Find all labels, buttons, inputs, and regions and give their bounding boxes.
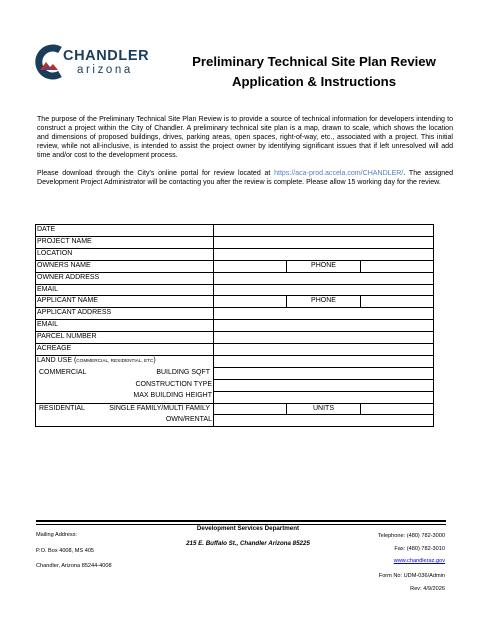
- owner-email-label: EMAIL: [36, 284, 214, 296]
- po-box: P.O. Box 4008, MS 405: [36, 547, 95, 554]
- single-multi-family-label: SINGLE FAMILY/MULTI FAMILY: [109, 404, 210, 412]
- form-row-land-use: [36, 355, 434, 367]
- parcel-number-field[interactable]: [214, 332, 434, 344]
- contact-block: [360, 532, 445, 570]
- street-address: 215 E. Buffalo St., Chandler Arizona 85225: [186, 540, 310, 547]
- building-sqft-label: BUILDING SQFT: [156, 368, 210, 376]
- form-row-applicant-name: [36, 296, 434, 308]
- form-row-commercial-sqft: [36, 367, 434, 379]
- fax: Fax: (480) 782-3010: [394, 545, 445, 552]
- form-row-own-rental: [36, 415, 434, 427]
- owner-address-field[interactable]: [214, 272, 434, 284]
- residential-label-cell: [36, 403, 214, 415]
- commercial-sqft-label-cell: [36, 367, 214, 379]
- applicant-name-label: APPLICANT NAME: [36, 296, 214, 308]
- application-form-table: [35, 224, 434, 427]
- owners-name-label: OWNERS NAME: [36, 260, 214, 272]
- form-row-parcel-number: [36, 332, 434, 344]
- owners-name-field[interactable]: [214, 260, 287, 272]
- title-line-1: Preliminary Technical Site Plan Review: [192, 54, 436, 69]
- acreage-field[interactable]: [214, 344, 434, 356]
- chandler-c-logo-icon: [34, 42, 64, 82]
- form-row-construction-type: [36, 379, 434, 391]
- applicant-email-label: EMAIL: [36, 320, 214, 332]
- land-use-label: [36, 355, 214, 367]
- download-paragraph: [37, 170, 453, 188]
- chandler-logo: [34, 42, 158, 82]
- max-building-height-label: MAX BUILDING HEIGHT: [36, 391, 214, 403]
- form-row-location: [36, 248, 434, 260]
- form-row-owners-name: [36, 260, 434, 272]
- location-label: LOCATION: [36, 248, 214, 260]
- residential-label: RESIDENTIAL: [39, 404, 85, 412]
- units-label: UNITS: [287, 403, 360, 415]
- acreage-label: ACREAGE: [36, 344, 214, 356]
- applicant-phone-label: PHONE: [287, 296, 360, 308]
- parcel-number-label: PARCEL NUMBER: [36, 332, 214, 344]
- form-info-block: [360, 572, 445, 597]
- date-label: DATE: [36, 225, 214, 237]
- land-use-hint: COMMERCIAL, RESIDENTIAL, ETC: [76, 358, 154, 364]
- footer-rule-thick: [36, 520, 446, 522]
- form-row-owner-email: [36, 284, 434, 296]
- form-row-date: [36, 225, 434, 237]
- location-field[interactable]: [214, 248, 434, 260]
- intro-paragraph: The purpose of the Preliminary Technical Site Plan Review is to provide a source of technical information for developers intending to construct a project within the City of Chandler. A preliminary technical site plan is a map, drawn to scale, which shows the location and dimensions of proposed buildings, drives, parking areas, open spaces, right-of-way, etc., associated with a project. This initial review, while not all-inclusive, is intended to assist the project owner by identifying significant issues that if left unresolved will add time and/or cost to the development process.: [37, 116, 453, 159]
- form-row-acreage: [36, 344, 434, 356]
- logo-name: CHANDLER: [63, 48, 150, 64]
- mailing-city: Chandler, Arizona 85244-4008: [36, 563, 112, 569]
- mailing-label: Mailing Address:: [36, 532, 78, 538]
- owner-phone-field[interactable]: [360, 260, 433, 272]
- commercial-label: COMMERCIAL: [39, 368, 87, 376]
- logo-subtitle: arizona: [77, 64, 133, 76]
- department-block: [162, 525, 334, 548]
- download-text-before: Please download through the City's online portal for review located at: [37, 170, 275, 177]
- website-link[interactable]: www.chandleraz.gov: [393, 558, 445, 564]
- land-use-label-text: LAND USE (: [37, 357, 77, 365]
- owner-email-field[interactable]: [214, 284, 434, 296]
- form-row-applicant-address: [36, 308, 434, 320]
- owner-address-label: OWNER ADDRESS: [36, 272, 214, 284]
- page-title: [162, 52, 466, 92]
- land-use-field[interactable]: [214, 355, 434, 367]
- project-name-label: PROJECT NAME: [36, 236, 214, 248]
- revision-date: Rev: 4/9/2026: [410, 585, 445, 592]
- title-line-2: Application & Instructions: [231, 74, 397, 89]
- units-field[interactable]: [360, 403, 433, 415]
- applicant-address-field[interactable]: [214, 308, 434, 320]
- form-number: Form No: UDM-036/Admin: [378, 573, 445, 579]
- form-row-project-name: [36, 236, 434, 248]
- building-sqft-field[interactable]: [214, 367, 434, 379]
- form-row-residential: [36, 403, 434, 415]
- department-name: Development Services Department: [196, 525, 300, 532]
- applicant-email-field[interactable]: [214, 320, 434, 332]
- applicant-phone-field[interactable]: [360, 296, 433, 308]
- single-multi-family-field[interactable]: [214, 403, 287, 415]
- date-field[interactable]: [214, 225, 434, 237]
- download-text-after: . The assigned Development Project Administrator will be contacting you after the review is complete. Please allow 15 working day for the review.: [37, 170, 453, 186]
- applicant-name-field[interactable]: [214, 296, 287, 308]
- owner-phone-label: PHONE: [287, 260, 360, 272]
- land-use-label-close: ): [153, 357, 156, 365]
- form-row-applicant-email: [36, 320, 434, 332]
- telephone: Telephone: (480) 782-3000: [377, 533, 445, 539]
- own-rental-field[interactable]: [214, 415, 434, 427]
- own-rental-label: OWN/RENTAL: [36, 415, 214, 427]
- project-name-field[interactable]: [214, 236, 434, 248]
- applicant-address-label: APPLICANT ADDRESS: [36, 308, 214, 320]
- construction-type-field[interactable]: [214, 379, 434, 391]
- construction-type-label: CONSTRUCTION TYPE: [36, 379, 214, 391]
- max-building-height-field[interactable]: [214, 391, 434, 403]
- mailing-address-block: [36, 531, 112, 578]
- form-row-max-height: [36, 391, 434, 403]
- form-row-owner-address: [36, 272, 434, 284]
- portal-link[interactable]: https://aca-prod.accela.com/CHANDLER/: [274, 170, 404, 177]
